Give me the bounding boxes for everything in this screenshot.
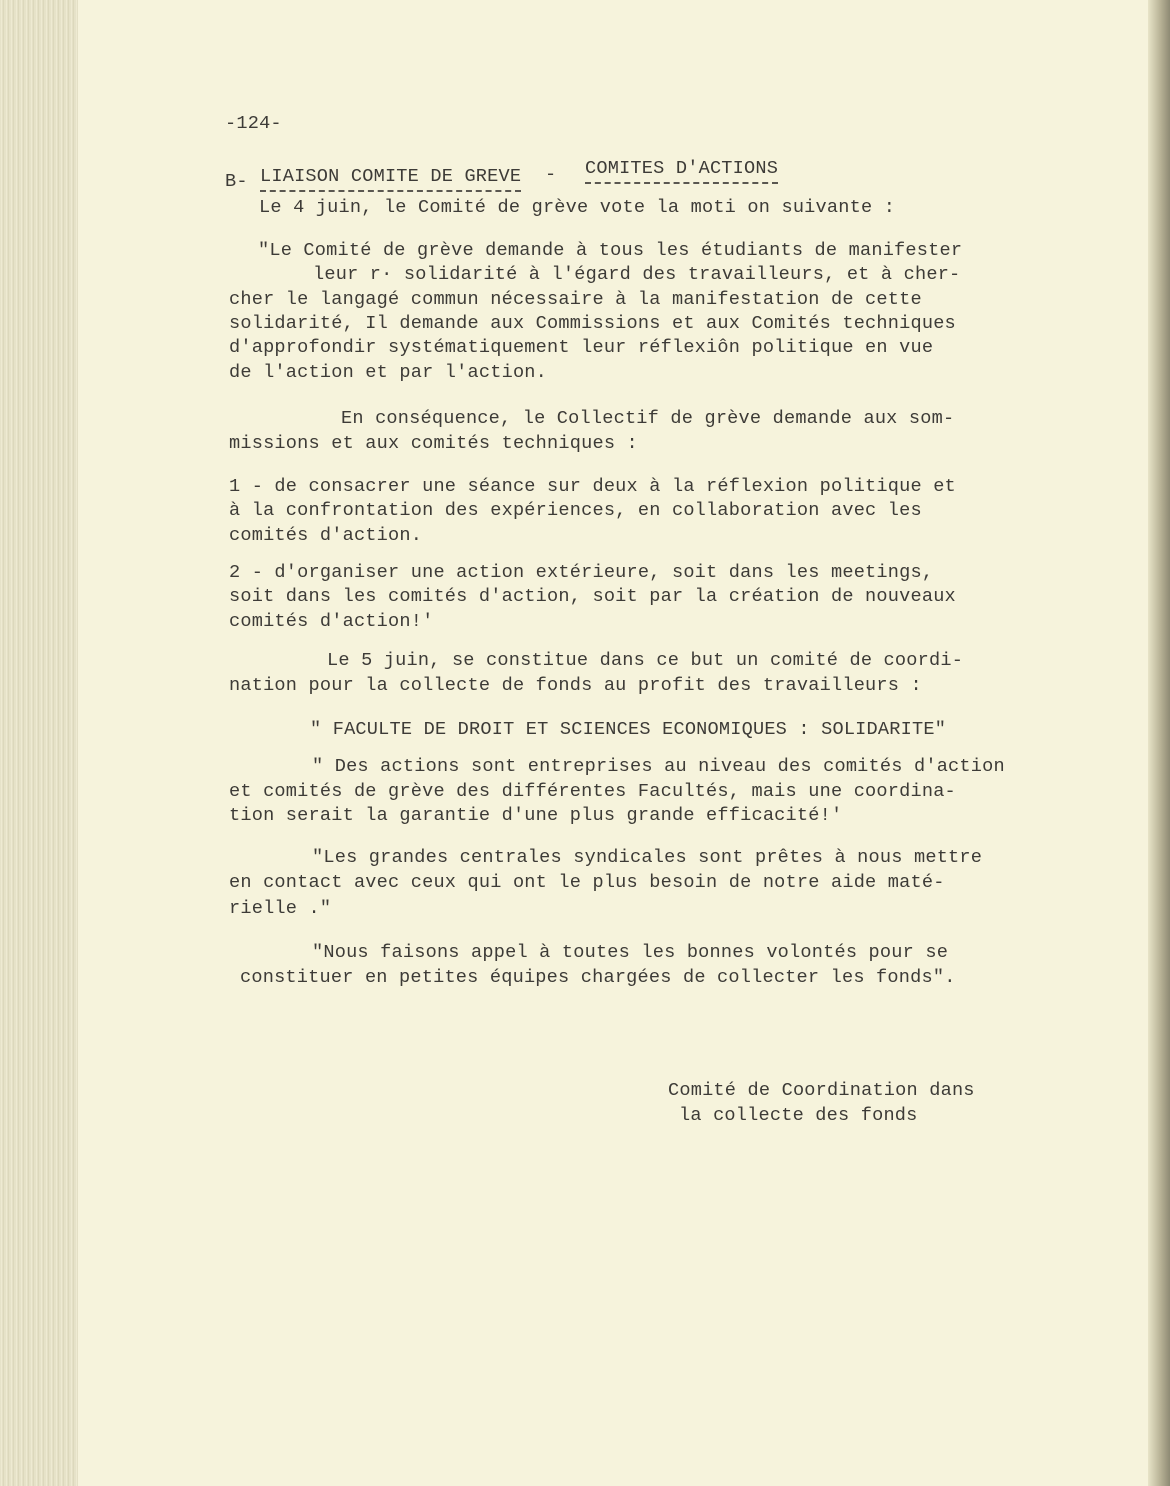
consequence-line-1: En conséquence, le Collectif de grève demande aux som- [341, 408, 955, 429]
motion-line-4: solidarité, Il demande aux Commissions et aux Comités techniques [229, 313, 956, 334]
june5-line-1: Le 5 juin, se constitue dans ce but un comité de coordi- [327, 650, 964, 671]
actions-line-1: " Des actions sont entreprises au niveau des comités d'action [312, 756, 1005, 777]
binding-shadow [1148, 0, 1170, 1486]
appel-line-1: "Nous faisons appel à toutes les bonnes volontés pour se [312, 942, 949, 963]
centrales-line-3: rielle ." [229, 898, 332, 919]
page [78, 0, 1148, 1486]
heading-prefix: B- [225, 171, 248, 192]
intro-line: Le 4 juin, le Comité de grève vote la moti on suivante : [259, 197, 896, 218]
signature-line-2: la collecte des fonds [679, 1105, 918, 1126]
item1-line-2: à la confrontation des expériences, en collaboration avec les [229, 500, 922, 521]
motion-line-6: de l'action et par l'action. [229, 362, 548, 383]
item2-line-1: 2 - d'organiser une action extérieure, soit dans les meetings, [229, 562, 934, 583]
motion-line-5: d'approfondir systématiquement leur réflexiôn politique en vue [229, 337, 934, 358]
heading-separator: - [545, 164, 557, 185]
actions-line-3: tion serait la garantie d'une plus grande efficacité!' [229, 805, 843, 826]
june5-line-2: nation pour la collecte de fonds au profit des travailleurs : [229, 675, 922, 696]
item2-line-3: comités d'action!' [229, 611, 434, 632]
page-stack-edge [0, 0, 78, 1486]
motion-line-1: "Le Comité de grève demande à tous les étudiants de manifester [258, 240, 963, 261]
centrales-line-1: "Les grandes centrales syndicales sont prêtes à nous mettre [312, 847, 983, 868]
consequence-line-2: missions et aux comités techniques : [229, 433, 638, 454]
motion-line-3: cher le langagé commun nécessaire à la manifestation de cette [229, 289, 922, 310]
centrales-line-2: en contact avec ceux qui ont le plus besoin de notre aide maté- [229, 872, 945, 893]
signature-line-1: Comité de Coordination dans [668, 1080, 975, 1101]
item2-line-2: soit dans les comités d'action, soit par la création de nouveaux [229, 586, 956, 607]
item1-line-1: 1 - de consacrer une séance sur deux à la réflexion politique et [229, 476, 956, 497]
actions-line-2: et comités de grève des différentes Facultés, mais une coordina- [229, 781, 956, 802]
heading-part1: LIAISON COMITE DE GREVE [260, 168, 521, 192]
appel-line-2: constituer en petites équipes chargées de collecter les fonds". [240, 967, 956, 988]
heading-part2: COMITES D'ACTIONS [585, 160, 778, 184]
item1-line-3: comités d'action. [229, 525, 423, 546]
motion-line-2: leur r· solidarité à l'égard des travailleurs, et à cher- [313, 264, 961, 285]
faculty-title: " FACULTE DE DROIT ET SCIENCES ECONOMIQUES : SOLIDARITE" [310, 719, 947, 740]
page-number: -124- [225, 113, 282, 134]
